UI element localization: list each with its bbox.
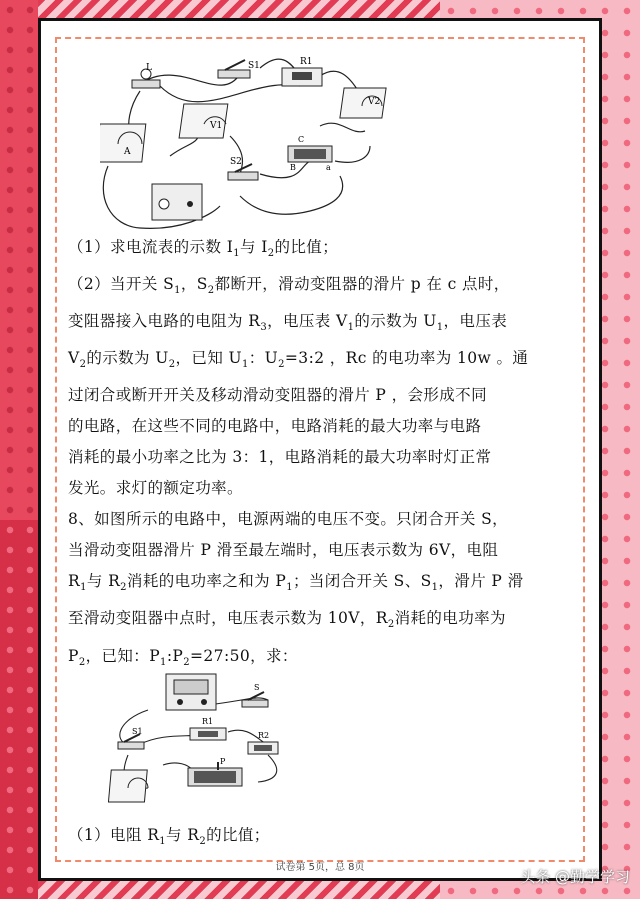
switch-s1b-icon bbox=[118, 734, 144, 749]
resistor-r2-icon bbox=[248, 742, 278, 754]
q8-line3: $R_1$与 $R_2$消耗的电功率之和为 $P_1$；当闭合开关 S、$S_1$，滑片 P 滑 bbox=[68, 572, 524, 594]
switch-s-icon bbox=[242, 692, 268, 707]
q8-part1: （1）电阻 $R_1$与 $R_2$的比值； bbox=[68, 826, 270, 848]
power-supply-2-icon bbox=[166, 674, 216, 710]
q8-line4: 至滑动变阻器中点时，电压表示数为 10V，$R_2$消耗的电功率为 bbox=[68, 609, 506, 631]
svg-text:B: B bbox=[290, 163, 296, 172]
svg-text:C: C bbox=[298, 135, 305, 144]
watermark: 头条 @勤学学习 bbox=[520, 868, 630, 886]
page-footer: 试卷第 5页，总 8页 bbox=[275, 862, 365, 873]
q7-part2-line3: $V_2$的示数为 $U_2$，已知 $U_1$：$U_2=3:2$ ，Rc 的电功率为 10w 。通 bbox=[68, 349, 529, 371]
q7-part2-line6: 消耗的最小功率之比为 3：1，电路消耗的最大功率时灯正常 bbox=[68, 448, 492, 467]
svg-text:R1: R1 bbox=[300, 57, 313, 67]
switch-s1-icon bbox=[218, 60, 250, 78]
background-dots-left-lower bbox=[0, 520, 38, 899]
svg-text:a: a bbox=[326, 163, 331, 172]
q7-part2-line1: （2）当开关 $S_1$，$S_2$都断开，滑动变阻器的滑片 p 在 c 点时， bbox=[68, 275, 510, 297]
svg-text:L: L bbox=[146, 63, 152, 73]
circuit-figure-1 bbox=[100, 46, 400, 236]
q8-line1: 8、如图所示的电路中，电源两端的电压不变。只闭合开关 S， bbox=[68, 510, 509, 529]
circuit-figure-2 bbox=[108, 670, 298, 812]
resistor-r1-icon bbox=[282, 68, 322, 86]
svg-text:R1: R1 bbox=[202, 717, 214, 726]
q7-part2-line2: 变阻器接入电路的电阻为 $R_3$，电压表 $V_1$的示数为 $U_1$，电压表 bbox=[68, 312, 508, 334]
power-supply-icon bbox=[152, 184, 202, 220]
svg-text:P: P bbox=[220, 757, 226, 766]
svg-text:R2: R2 bbox=[258, 731, 270, 740]
q7-part2-line4: 过闭合或断开开关及移动滑动变阻器的滑片 P ，会形成不同 bbox=[68, 386, 487, 405]
svg-text:V1: V1 bbox=[210, 121, 223, 131]
ammeter-icon bbox=[100, 124, 146, 162]
svg-text:S1: S1 bbox=[248, 61, 260, 71]
q7-part2-line5: 的电路，在这些不同的电路中，电路消耗的最大功率与电路 bbox=[68, 417, 482, 436]
rheostat-icon bbox=[288, 146, 332, 162]
q8-line2: 当滑动变阻器滑片 P 滑至最左端时，电压表示数为 6V，电阻 bbox=[68, 541, 499, 560]
svg-text:S: S bbox=[254, 683, 260, 692]
q8-line5: $P_2$，已知：$P_1:P_2=27:50$，求： bbox=[68, 646, 298, 668]
svg-text:S1: S1 bbox=[132, 727, 143, 736]
q7-part1: （1）求电流表的示数 $I_1$与 $I_2$的比值； bbox=[68, 238, 339, 260]
svg-text:A: A bbox=[124, 147, 131, 157]
q8-part1-block bbox=[68, 820, 578, 857]
resistor-r1b-icon bbox=[190, 728, 226, 740]
rheostat-2-icon bbox=[188, 762, 242, 786]
svg-text:S2: S2 bbox=[230, 157, 242, 167]
question-text bbox=[68, 232, 578, 678]
svg-text:V2: V2 bbox=[368, 97, 381, 107]
q7-part2-line7: 发光。求灯的额定功率。 bbox=[68, 479, 243, 498]
voltmeter-2-icon bbox=[108, 770, 148, 802]
